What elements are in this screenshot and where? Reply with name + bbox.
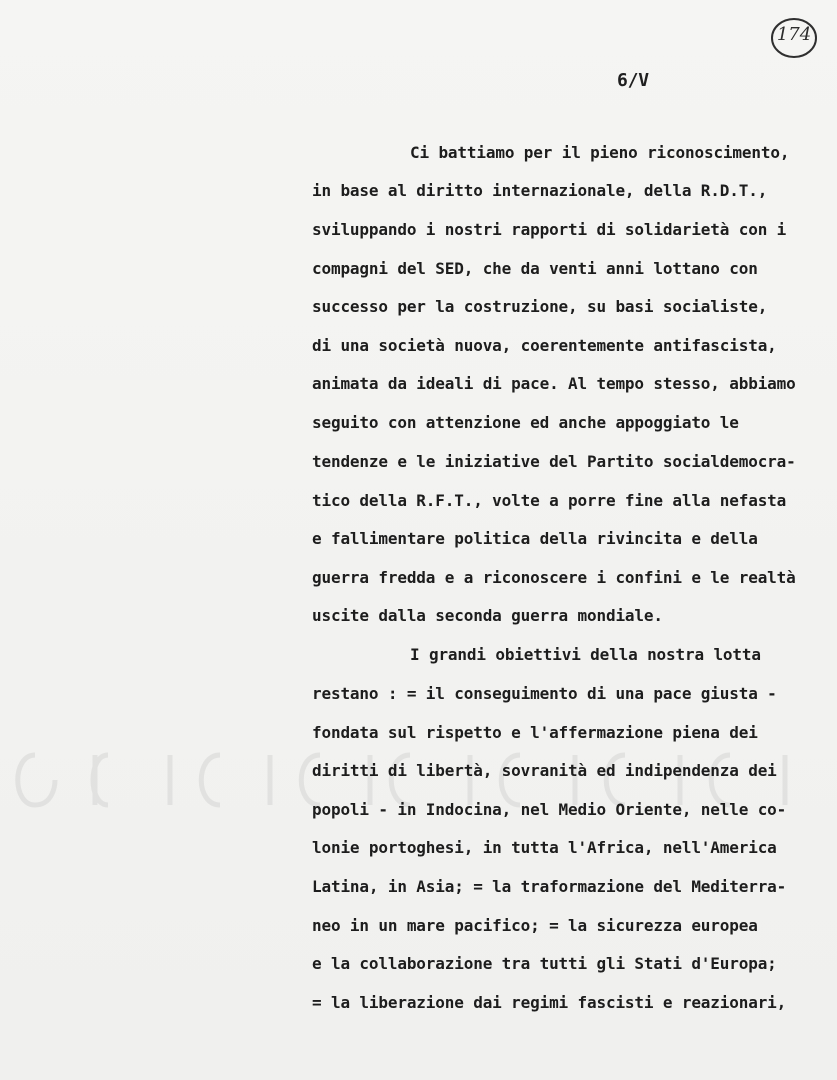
document-line: uscite dalla seconda guerra mondiale. [312,606,663,625]
document-line: fondata sul rispetto e l'affermazione piena dei [312,723,758,742]
document-line: lonie portoghesi, in tutta l'Africa, nell'America [312,838,777,857]
document-line: in base al diritto internazionale, della R.D.T., [312,181,768,200]
document-line: diritti di libertà, sovranità ed indipendenza dei [312,761,777,780]
document-line: successo per la costruzione, su basi socialiste, [312,297,768,316]
document-line: restano : = il conseguimento di una pace giusta - [312,684,777,703]
document-line: I grandi obiettivi della nostra lotta [410,645,761,664]
document-line: Ci battiamo per il pieno riconoscimento, [410,143,790,162]
document-line: guerra fredda e a riconoscere i confini e le realtà [312,568,796,587]
document-line: tico della R.F.T., volte a porre fine alla nefasta [312,491,787,510]
document-line: animata da ideali di pace. Al tempo stesso, abbiamo [312,374,796,393]
document-line: Latina, in Asia; = la traformazione del Mediterra- [312,877,787,896]
document-line: neo in un mare pacifico; = la sicurezza europea [312,916,758,935]
page-number: 6/V [617,70,649,91]
document-line: di una società nuova, coerentemente antifascista, [312,336,777,355]
document-line: = la liberazione dai regimi fascisti e reazionari, [312,993,787,1012]
archive-stamp-text: 174 [776,24,812,45]
document-line: e la collaborazione tra tutti gli Stati d'Europa; [312,954,777,973]
document-line: tendenze e le iniziative del Partito socialdemocra- [312,452,796,471]
document-line: sviluppando i nostri rapporti di solidarietà con i [312,220,787,239]
document-line: seguito con attenzione ed anche appoggiato le [312,413,739,432]
document-line: compagni del SED, che da venti anni lottano con [312,259,758,278]
document-line: popoli - in Indocina, nel Medio Oriente, nelle co- [312,800,787,819]
document-line: e fallimentare politica della rivincita e della [312,529,758,548]
